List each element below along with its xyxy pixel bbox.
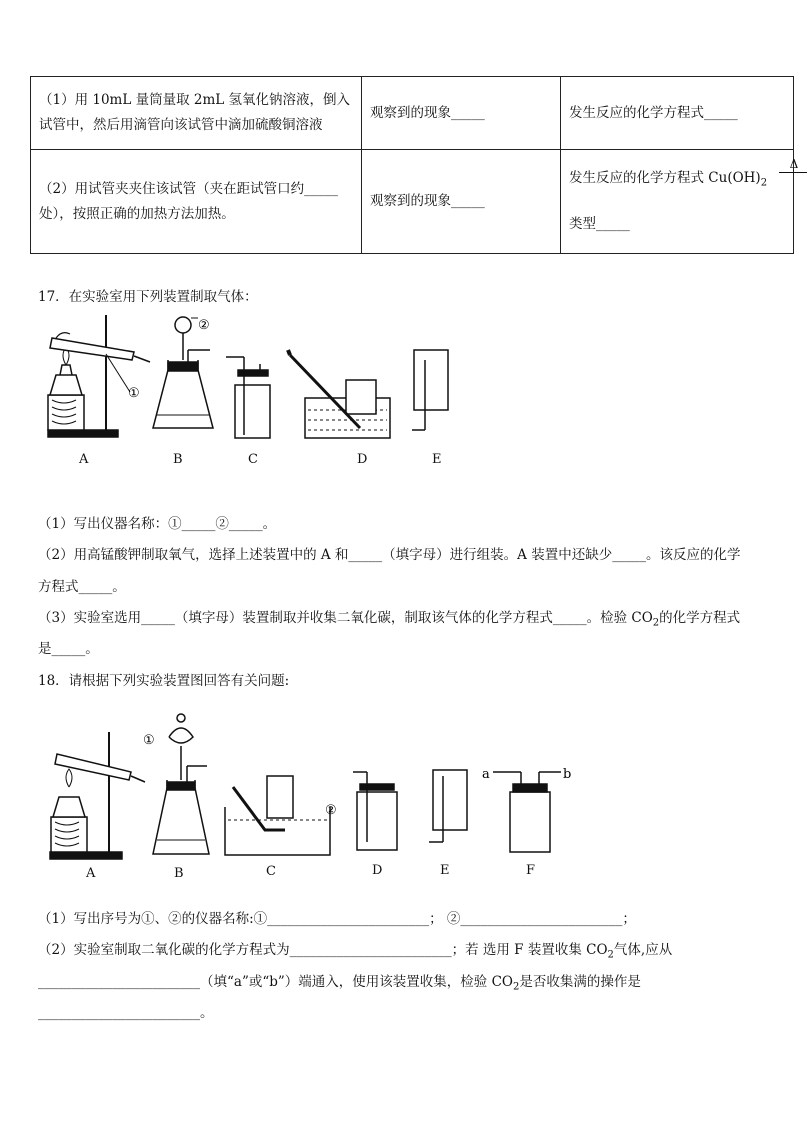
subscript: 2 [513,981,520,993]
q17-part3-text-end: 的化学方程式 [659,610,741,626]
apparatus-label-a: A [79,452,89,467]
reaction-type: 类型_____ [569,215,630,232]
q18-apparatus-figure [45,712,585,862]
q18-part2-text-end: 气体,应从 [613,942,673,958]
q18-part2-text: ________________________（填“a”或“b”）端通入，使用该装置收集，检验 CO [38,974,513,990]
q17-apparatus-figure [40,310,470,445]
q17-title: 17．在实验室用下列装置制取气体： [38,289,258,305]
equation-cell [561,150,799,254]
q18-part2-text: （2）实验室制取二氧化碳的化学方程式为________________________；若 选用 F 装置收集 CO [38,942,608,958]
apparatus-label-d: D [372,863,383,878]
q17-part2-line1: （2）用高锰酸钾制取氧气，选择上述装置中的 A 和_____（填字母）进行组装。A 装置中还缺少_____。该反应的化学 [38,547,741,563]
port-a: a [482,767,490,782]
q18-part2-line3: ________________________。 [38,1005,214,1021]
operation-cell: （1）用 10mL 量筒量取 2mL 氢氧化钠溶液，倒入试管中，然后用滴管向该试管中滴加硫酸铜溶液 [31,77,362,150]
q17-part3-line2: 是_____。 [38,641,99,657]
equation-subscript: 2 [760,177,768,189]
apparatus-label-f: F [526,863,536,878]
port-b: b [563,767,572,782]
table-row [31,77,794,150]
apparatus-label-e: E [432,452,442,467]
stand-base [48,430,118,437]
heat-symbol: Δ [789,157,799,172]
q17-part2-line2: 方程式_____。 [38,579,126,595]
mark-2: ② [325,803,337,818]
apparatus-label-b: B [173,452,183,467]
q18-title: 18．请根据下列实验装置图回答有关问题: [38,673,290,689]
observation-cell: 观察到的现象_____ [362,77,561,150]
apparatus-label-c: C [248,452,258,467]
experiment-table [30,76,799,254]
table-row [31,150,794,254]
reaction-arrow [779,172,807,173]
mark-1: ① [143,733,155,748]
mark-1: ① [128,386,140,401]
apparatus-label-c: C [266,864,276,879]
q18-part1: （1）写出序号为①、②的仪器名称:①________________________； ②________________________； [38,911,636,927]
observation-cell: 观察到的现象_____ [362,150,561,254]
q17-part3-text: （3）实验室选用_____（填字母）装置制取并收集二氧化碳，制取该气体的化学方程式_____。检验 CO [38,610,653,626]
apparatus-label-a: A [86,866,96,881]
apparatus-label-e: E [440,863,450,878]
apparatus-label-d: D [357,452,368,467]
subscript: 2 [652,617,660,629]
apparatus-label-b: B [174,866,184,881]
q17-part1: （1）写出仪器名称：①_____②_____。 [38,516,277,532]
operation-cell: （2）用试管夹夹住该试管（夹在距试管口约_____处），按照正确的加热方法加热。 [31,150,362,254]
q18-part2-text-end: 是否收集满的操作是 [519,974,641,990]
mark-2: ② [198,318,210,333]
q18-part2-line2 [38,970,641,993]
q18-part2-line1 [38,938,672,961]
equation-prefix: 发生反应的化学方程式 Cu(OH) [569,170,761,187]
q17-part3-line1 [38,606,740,629]
subscript: 2 [607,949,614,961]
equation-cell: 发生反应的化学方程式_____ [561,77,794,150]
